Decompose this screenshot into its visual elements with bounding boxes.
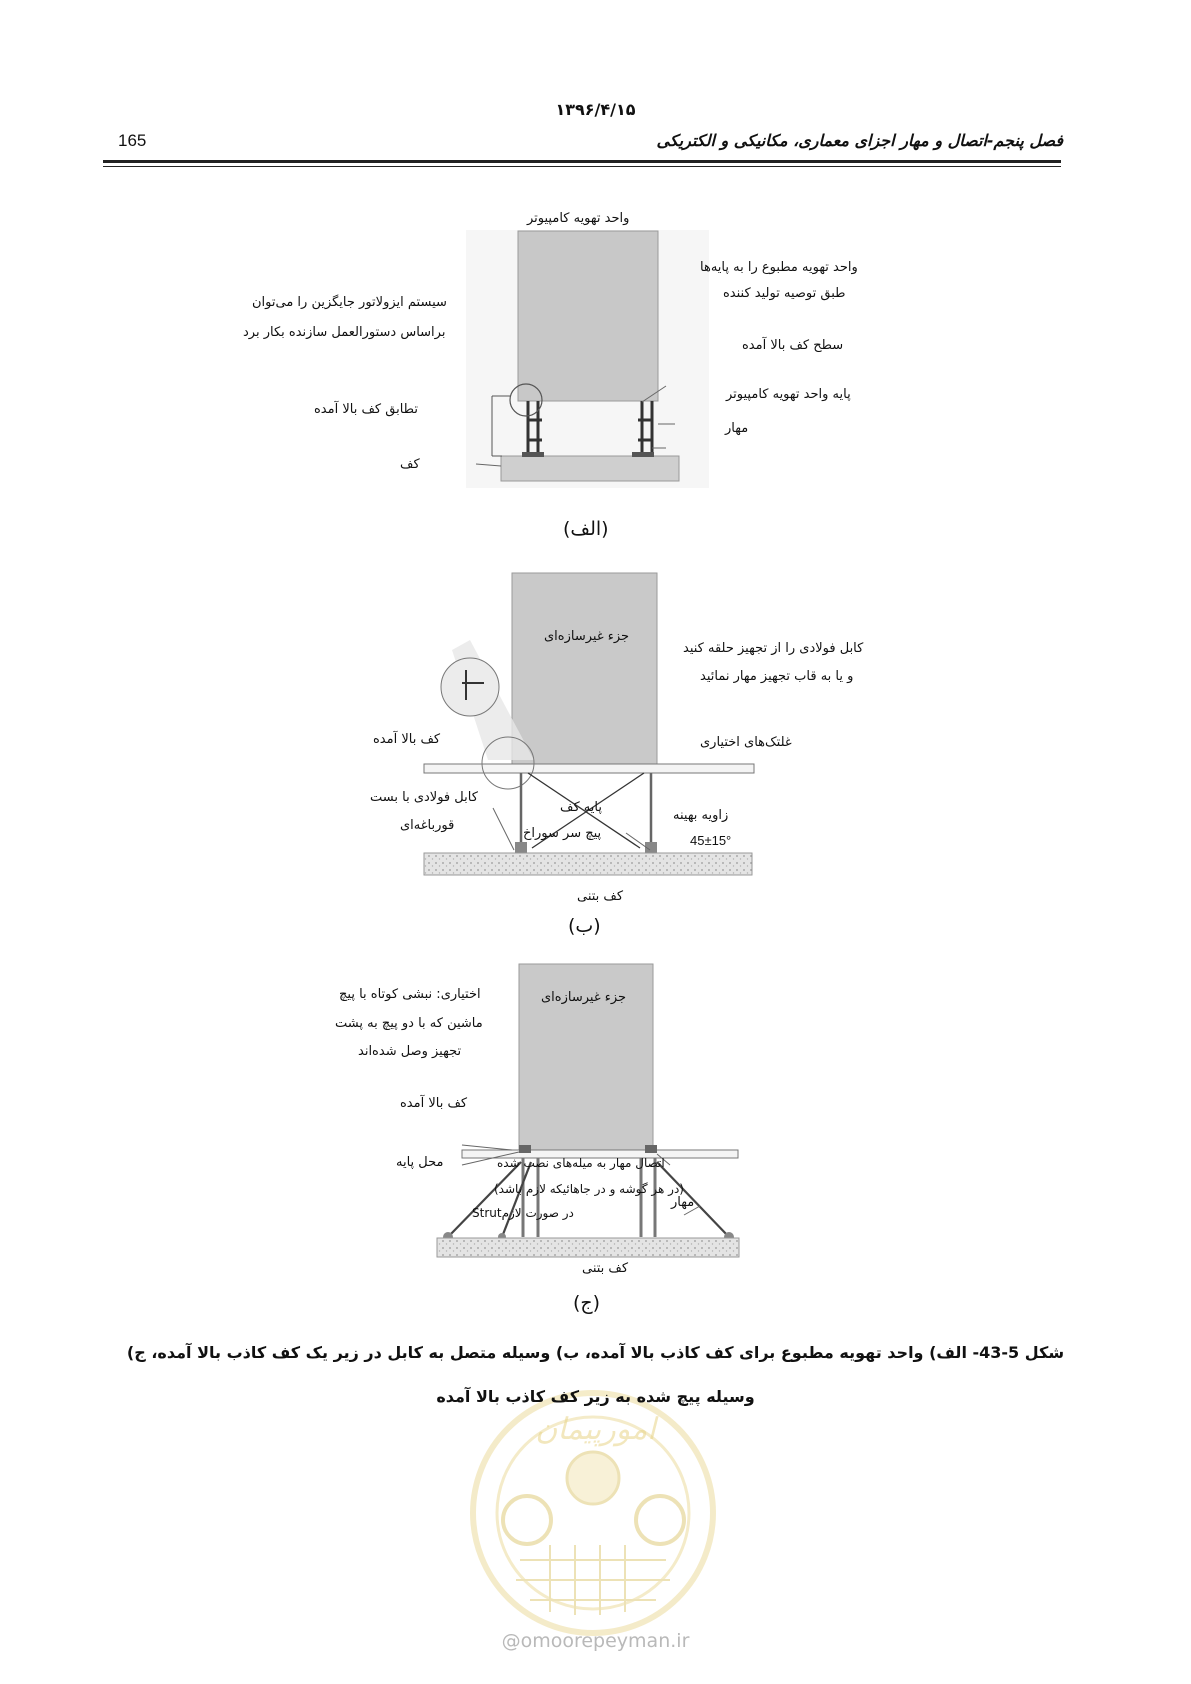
fig-c-left-2: کف بالا آمده xyxy=(400,1096,468,1111)
fig-c-mid-2: (در هر گوشه و در جاهائیکه لازم باشد) xyxy=(494,1182,684,1196)
concrete-slab-c xyxy=(437,1238,739,1257)
fig-c-bottom: کف بتنی xyxy=(582,1261,629,1276)
fig-c-left-1-line1: اختیاری: نبشی کوتاه با پیچ xyxy=(339,987,481,1002)
floor-slab xyxy=(501,456,679,481)
fig-a-right-4: مهار xyxy=(725,421,749,436)
fig-c-mid-3: Strutدر صورت لازم xyxy=(472,1206,574,1220)
fig-b-bottom: کف بتنی xyxy=(577,889,624,904)
fig-a-right-3: پایه واحد تهویه کامپیوتر xyxy=(726,387,851,402)
figure-caption-line1: شکل 5-43- الف) واحد تهویه مطبوع برای کف کاذب بالا آمده، ب) وسیله متصل به کابل در زیر یک کف کاذب بالا آمده، ج) xyxy=(126,1343,1065,1362)
fig-c-left-1-line3: تجهیز وصل شده‌اند xyxy=(358,1044,462,1059)
fig-b-center-2: پیچ سر سوراخ xyxy=(523,826,602,841)
fig-b-angle: 45±15° xyxy=(690,833,732,848)
watermark-seal-text: امورپیمان xyxy=(535,1412,656,1447)
fig-a-left-1-line1: سیستم ایزولاتور جایگزین را می‌توان xyxy=(252,295,447,310)
fig-b-center-1: پایه کف xyxy=(560,800,602,815)
figure-caption-line2: وسیله پیچ شده به زیر کف کاذب بالا آمده xyxy=(436,1387,755,1406)
fig-a-left-3: کف xyxy=(400,457,420,472)
fig-a-right-2: سطح کف بالا آمده xyxy=(742,338,844,353)
fig-c-left-1-line2: ماشین که با دو پیچ به پشت xyxy=(335,1016,483,1031)
fig-b-left-2-line1: کابل فولادی با بست xyxy=(370,790,478,805)
fig-c-right-1: مهار xyxy=(671,1195,695,1210)
fig-b-right-3: زاویه بهینه xyxy=(673,808,729,823)
fig-a-right-1-line1: واحد تهویه مطبوع را به پایه‌ها xyxy=(700,260,858,275)
fig-b-component: جزء غیرسازه‌ای xyxy=(544,629,630,644)
fig-a-unit-title: واحد تهویه کامپیوتر xyxy=(527,211,630,226)
fig-a-left-1-line2: براساس دستورالعمل سازنده بکار برد xyxy=(243,325,446,340)
chapter-title: فصل پنجم-اتصال و مهار اجزای معماری، مکانیکی و الکتریکی xyxy=(656,131,1063,150)
fig-b-right-2: غلتک‌های اختیاری xyxy=(700,735,792,750)
fig-c-label: (ج) xyxy=(573,1292,601,1314)
fig-b-left-2-line2: قورباغه‌ای xyxy=(400,818,455,833)
raised-floor-b xyxy=(424,764,754,773)
fig-a-right-1-line2: طبق توصیه تولید کننده xyxy=(723,286,846,301)
figure-a-drawing xyxy=(466,230,709,488)
fig-c-component: جزء غیرسازه‌ای xyxy=(541,990,627,1005)
fig-a-left-2: تطابق کف بالا آمده xyxy=(314,402,418,417)
watermark-url: @omoorepeyman.ir xyxy=(501,1630,690,1652)
fig-b-label: (ب) xyxy=(568,915,601,937)
ac-unit-box xyxy=(518,231,658,401)
document-date: ۱۳۹۶/۴/۱۵ xyxy=(555,100,636,119)
fig-b-right-1-line2: و یا به قاب تجهیز مهار نمائید xyxy=(700,669,854,684)
fig-c-left-3: محل پایه xyxy=(396,1155,444,1170)
component-box-b xyxy=(512,573,657,766)
fig-a-label: (الف) xyxy=(563,518,609,540)
fig-b-right-1-line1: کابل فولادی را از تجهیز حلقه کنید xyxy=(683,641,864,656)
fig-c-mid-1: اتصال مهار به میله‌های نصب شده xyxy=(497,1156,665,1170)
concrete-slab-b xyxy=(424,853,752,875)
fig-b-left-1: کف بالا آمده xyxy=(373,732,441,747)
page-number: 165 xyxy=(118,131,147,150)
